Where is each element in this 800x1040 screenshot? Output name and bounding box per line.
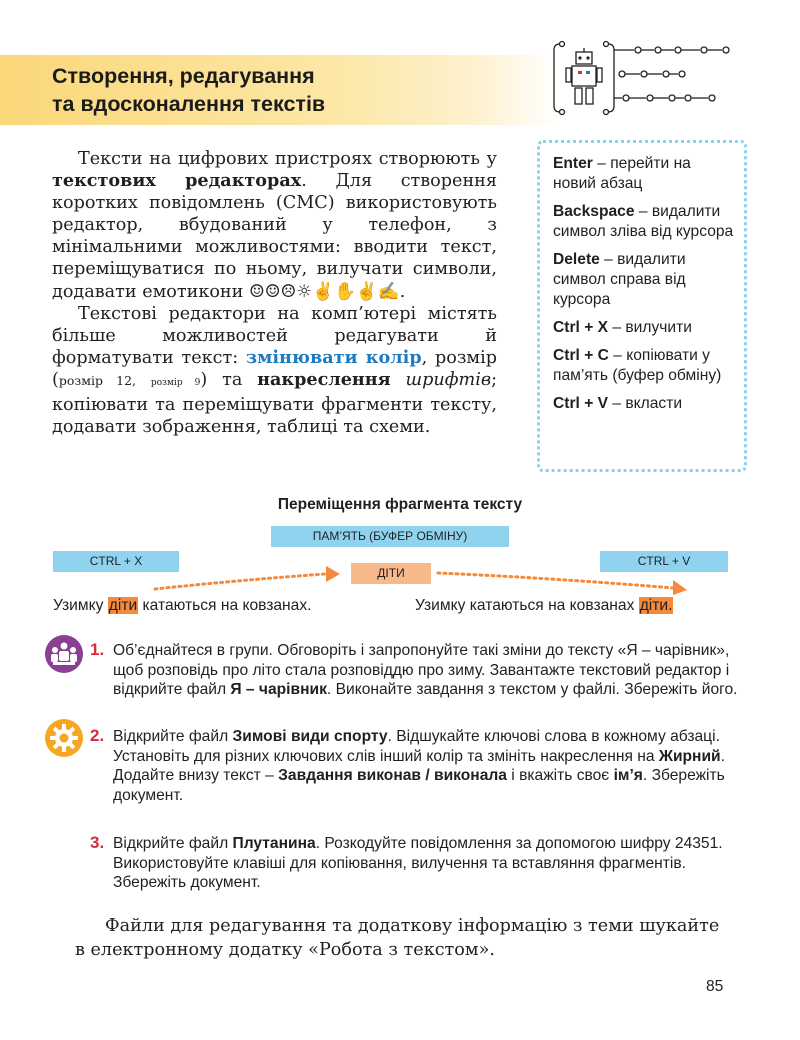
text-run: Відкрийте файл: [113, 728, 233, 745]
shortcut-delete: [553, 250, 734, 310]
paragraph-1: [52, 148, 497, 303]
shortcut-key: Ctrl + X: [553, 319, 609, 336]
page-title-line-1: Створення, редагування: [52, 64, 315, 88]
colored-term: змінювати колір: [245, 346, 422, 368]
emoticons: ☺☺☹☼✌✋✌✍.: [248, 281, 406, 302]
text-run: ; копіювати та переміщувати фрагменти тексту, додавати зображення, таблиці та схеми.: [52, 369, 498, 438]
bold-term: Завдання виконав / виконала: [278, 767, 507, 784]
task-3: [113, 834, 728, 893]
footer-note: Файли для редагування та додаткову інформацію з теми шукайте в електронному додатку «Робота з текстом».: [75, 916, 720, 960]
bold-term: ім’я: [613, 767, 643, 784]
text-run: Узимку катаються на ковзанах: [415, 597, 639, 614]
robot-circuit-icon: [550, 38, 740, 118]
text-run: Відкрийте файл: [113, 835, 233, 852]
shortcut-backspace: [553, 202, 734, 242]
highlighted-fragment: діти: [108, 597, 138, 614]
page-number: 85: [706, 978, 724, 995]
text-run: . Для створення коротких повідомлень (СМС) використовують редактор, вбудований у телефон, з мінімальними можливостями: вводити текст, переміщуватися по ньому, вилучати символи, додавати емотикони: [52, 171, 498, 302]
text-run: Узимку: [53, 597, 108, 614]
shortcut-ctrl-c: [553, 346, 734, 386]
paragraph-2: [52, 303, 497, 439]
shortcut-desc: – видалити символ справа від курсора: [553, 251, 686, 308]
task-number: 2.: [90, 726, 105, 745]
fragment-label: ДІТИ: [351, 563, 431, 584]
arrow-cut-icon: [150, 562, 350, 592]
sentence-after: [415, 597, 673, 615]
text-run: і вкажіть своє: [506, 767, 614, 784]
shortcut-key: Backspace: [553, 203, 635, 220]
text-run: Об’єднайтеся в групи. Обговоріть і запропонуйте такі зміни до тексту «Я – чарівник», щоб розповідь про літо стала розповіддю про зиму. Завантажте текстовий редактор і відкрийте файл: [113, 642, 730, 698]
file-name: Плутанина: [232, 835, 316, 852]
text-run: . Розкодуйте повідомлення за допомогою шифру 24351. Використовуйте клавіші для копіювання, вилучення та вставляння фрагментів. Збережіть документ.: [113, 835, 723, 891]
text-run: , розмір (: [52, 347, 497, 390]
cut-shortcut-label: CTRL + X: [53, 551, 179, 572]
italic-term: шрифтів: [405, 369, 492, 390]
text-run: Текстові редактори на комп’ютері містять більше можливостей редагувати й форматувати текст:: [52, 303, 497, 368]
shortcut-desc: – вкласти: [608, 395, 683, 412]
sentence-before: [53, 597, 311, 615]
task-number: 1.: [90, 640, 105, 659]
shortcuts-box: [537, 140, 747, 472]
text-run: Тексти на цифрових пристроях створюють у: [78, 149, 497, 169]
text-run: . Відшукайте ключові слова в кожному абзаці. Установіть для різних ключових слів інший колір та змініть накреслення на: [113, 728, 720, 765]
main-text: [52, 148, 497, 438]
text-run: ) та: [200, 369, 258, 390]
shortcut-desc: – перейти на новий абзац: [553, 155, 691, 192]
arrow-paste-icon: [433, 566, 693, 596]
shortcut-ctrl-v: [553, 394, 734, 414]
shortcut-enter: [553, 154, 734, 194]
file-name: Я – чарівник: [230, 681, 327, 698]
shortcut-key: Delete: [553, 251, 600, 268]
page-title-line-2: та вдосконалення текстів: [52, 92, 326, 116]
shortcut-desc: – видалити символ зліва від курсора: [553, 203, 734, 240]
diagram-title: Переміщення фрагмента тексту: [277, 496, 523, 513]
text-run: . Виконайте завдання з текстом у файлі. Збережіть його.: [326, 681, 738, 698]
group-work-icon: [44, 634, 84, 674]
text-run: . Збережіть документ.: [113, 767, 725, 804]
task-number: 3.: [90, 833, 105, 852]
task-1: [113, 641, 738, 700]
gear-icon: [44, 718, 84, 758]
bold-term: Жирний: [658, 747, 721, 765]
size-9-example: розмір 9: [150, 377, 201, 388]
task-2: [113, 727, 728, 805]
highlighted-fragment: діти.: [639, 597, 673, 614]
memory-label: ПАМ’ЯТЬ (БУФЕР ОБМІНУ): [271, 526, 509, 547]
bold-term: текстових редакторах: [52, 170, 302, 192]
file-name: Зимові види спорту: [232, 728, 388, 745]
shortcut-desc: – вилучити: [608, 319, 692, 336]
shortcut-key: Ctrl + C: [553, 347, 609, 364]
shortcut-key: Ctrl + V: [553, 395, 609, 412]
text-run: . Додайте внизу текст –: [113, 747, 725, 784]
text-run: катаються на ковзанах.: [138, 597, 312, 614]
paste-shortcut-label: CTRL + V: [600, 551, 728, 572]
page-title: [52, 62, 325, 118]
size-12-example: розмір 12,: [58, 372, 137, 388]
shortcut-desc: – копіювати у пам’ять (буфер обміну): [553, 347, 722, 384]
shortcut-key: Enter: [553, 155, 593, 172]
bold-term: накреслення: [257, 368, 391, 390]
shortcut-ctrl-x: [553, 318, 734, 338]
